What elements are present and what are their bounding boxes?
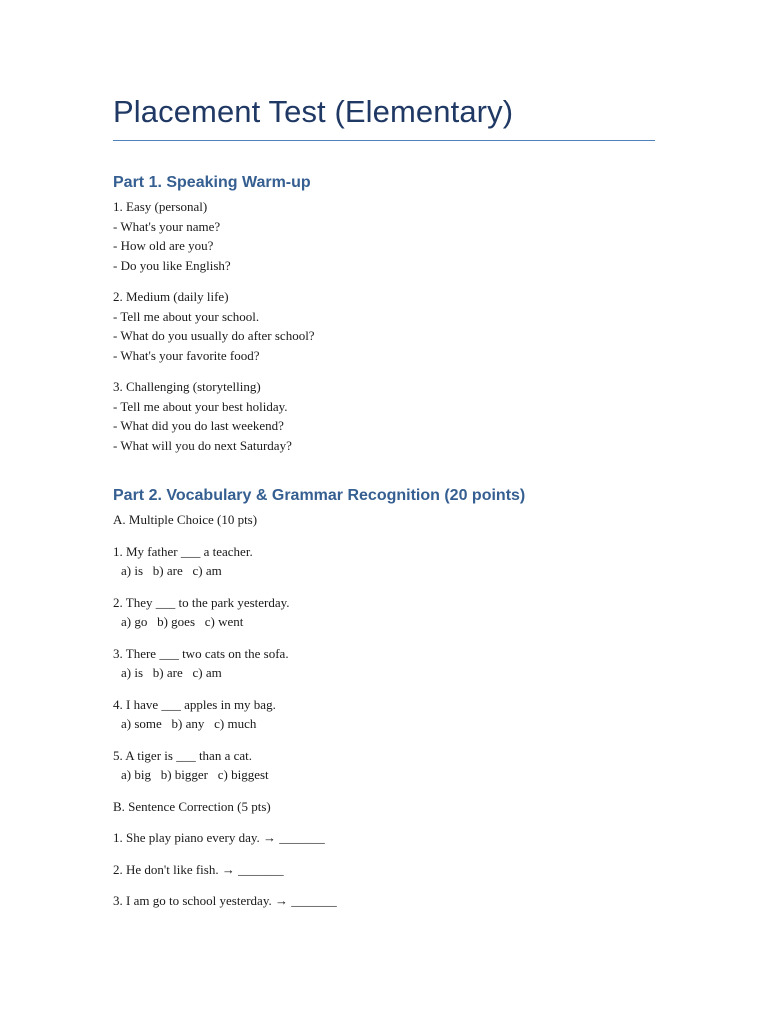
mc-item — [113, 593, 655, 632]
document-title: Placement Test (Elementary) — [113, 92, 655, 141]
part2-heading: Part 2. Vocabulary & Grammar Recognition (20 points) — [113, 487, 526, 504]
document-page — [113, 92, 655, 911]
question: - What did you do last weekend? — [113, 418, 284, 433]
mc-item — [113, 746, 655, 785]
correction-item: 2. He don't like fish. → _______ — [113, 861, 284, 877]
part2-body — [113, 510, 655, 911]
part1-heading: Part 1. Speaking Warm-up — [113, 174, 311, 191]
question: - Tell me about your best holiday. — [113, 398, 288, 414]
mc-question: 4. I have ___ apples in my bag. — [113, 696, 276, 712]
group-label: 3. Challenging (storytelling) — [113, 379, 261, 394]
question: - What do you usually do after school? — [113, 328, 315, 343]
speaking-group-easy — [113, 197, 655, 275]
mc-question: 5. A tiger is ___ than a cat. — [113, 747, 253, 763]
mc-options: a) go b) goes c) went — [121, 614, 244, 629]
section-b-label: B. Sentence Correction (5 pts) — [113, 798, 271, 814]
mc-question: 2. They ___ to the park yesterday. — [113, 594, 290, 610]
section-a-label: A. Multiple Choice (10 pts) — [113, 512, 258, 527]
mc-item — [113, 542, 655, 581]
question: - How old are you? — [113, 238, 214, 253]
mc-question: 1. My father ___ a teacher. — [113, 543, 253, 559]
question: - Tell me about your school. — [113, 308, 260, 324]
group-label: 2. Medium (daily life) — [113, 289, 229, 304]
correction-item: 1. She play piano every day. → _______ — [113, 830, 325, 845]
mc-item — [113, 644, 655, 683]
correction-item: 3. I am go to school yesterday. → _______ — [113, 893, 337, 908]
speaking-group-challenging — [113, 377, 655, 455]
speaking-group-medium — [113, 287, 655, 365]
mc-question: 3. There ___ two cats on the sofa. — [113, 645, 289, 661]
mc-options: a) is b) are c) am — [121, 665, 222, 680]
mc-item — [113, 695, 655, 734]
question: - What's your favorite food? — [113, 347, 260, 363]
mc-options: a) big b) bigger c) biggest — [121, 767, 269, 782]
question: - What will you do next Saturday? — [113, 437, 292, 453]
question: - Do you like English? — [113, 257, 231, 273]
question: - What's your name? — [113, 218, 221, 234]
group-label: 1. Easy (personal) — [113, 199, 208, 214]
mc-options: a) is b) are c) am — [121, 563, 222, 578]
mc-options: a) some b) any c) much — [121, 716, 257, 731]
part1-body — [113, 197, 655, 455]
